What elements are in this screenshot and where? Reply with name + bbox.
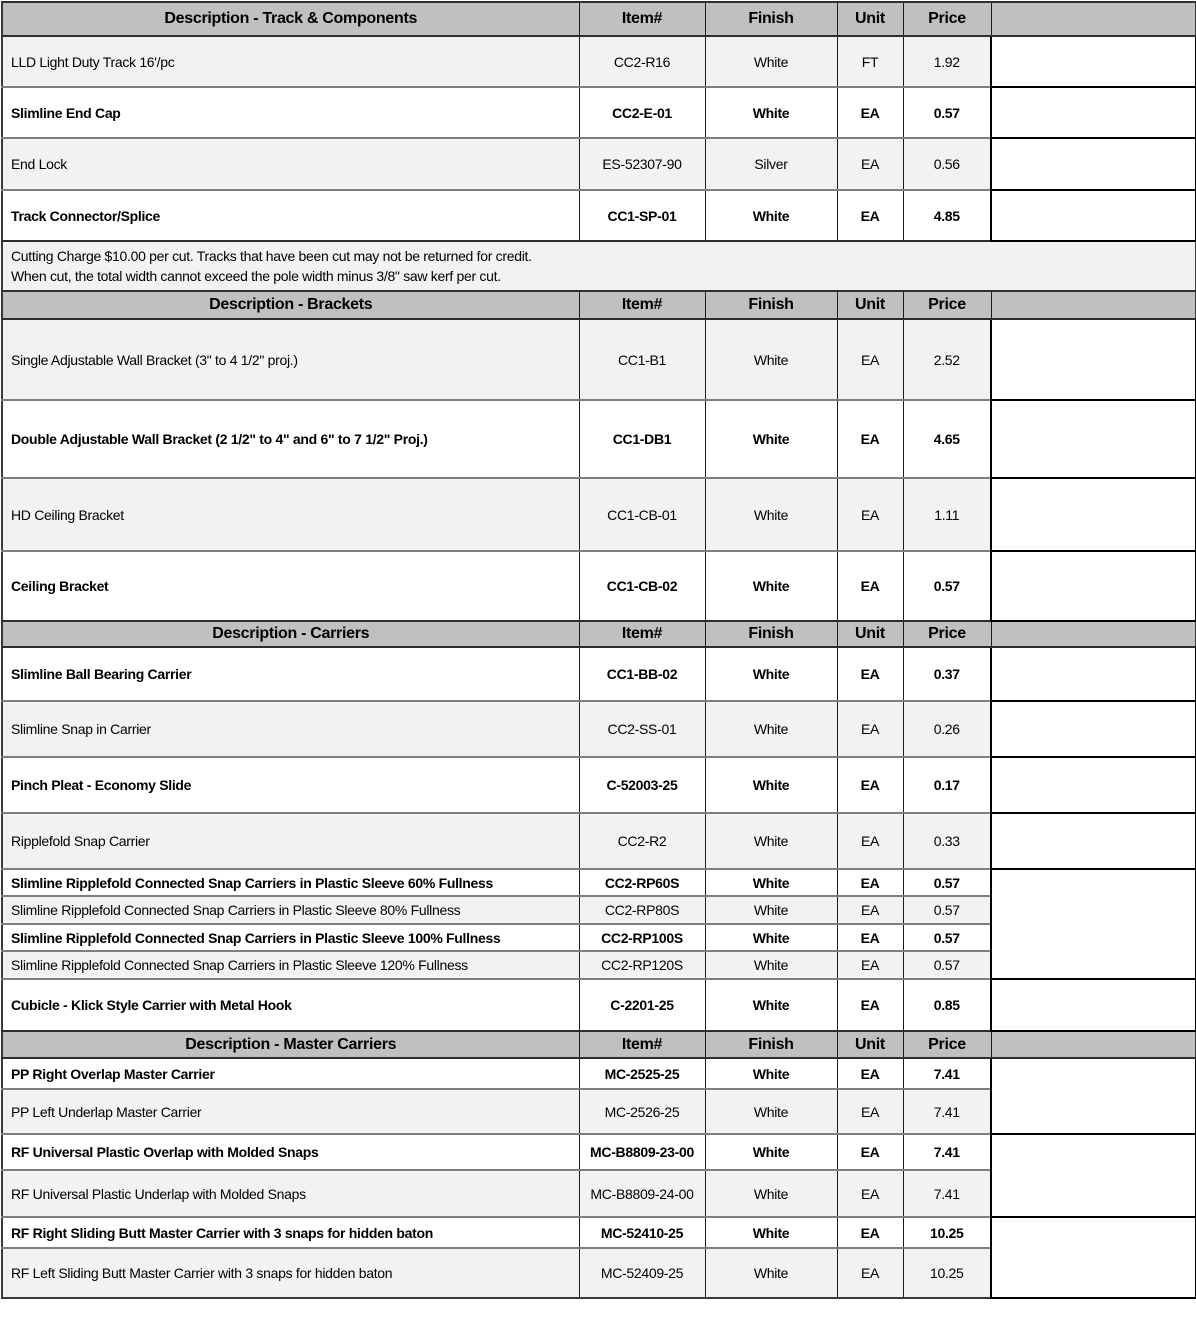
- row-unit: EA: [837, 319, 903, 400]
- row-finish: White: [705, 1248, 837, 1298]
- row-price: 0.57: [903, 87, 991, 138]
- row-item-number: CC1-SP-01: [579, 190, 705, 241]
- row-finish: White: [705, 36, 837, 87]
- table-row: [2, 701, 1196, 757]
- row-finish: White: [705, 1217, 837, 1248]
- note-line-1: Cutting Charge $10.00 per cut. Tracks that have been cut may not be returned for credit.: [11, 248, 532, 264]
- col-header-image: [991, 621, 1196, 647]
- row-item-number: CC2-R16: [579, 36, 705, 87]
- row-price: 0.56: [903, 138, 991, 190]
- row-item-number: MC-2525-25: [579, 1058, 705, 1089]
- row-price: 4.85: [903, 190, 991, 241]
- section-header-row: [2, 291, 1196, 319]
- row-description: PP Right Overlap Master Carrier: [2, 1058, 579, 1089]
- table-row: [2, 551, 1196, 621]
- row-item-number: CC1-CB-01: [579, 478, 705, 551]
- row-unit: EA: [837, 400, 903, 478]
- row-item-number: CC1-BB-02: [579, 647, 705, 701]
- row-price: 7.41: [903, 1170, 991, 1217]
- row-unit: EA: [837, 1217, 903, 1248]
- image-placeholder-cell: [991, 979, 1196, 1031]
- row-price: 2.52: [903, 319, 991, 400]
- row-description: RF Universal Plastic Underlap with Molded Snaps: [2, 1170, 579, 1217]
- row-price: 7.41: [903, 1134, 991, 1170]
- row-unit: EA: [837, 701, 903, 757]
- cutting-charge-note-row: [2, 241, 1196, 291]
- row-description: End Lock: [2, 138, 579, 190]
- row-item-number: CC2-RP120S: [579, 951, 705, 979]
- section-header-row: [2, 621, 1196, 647]
- row-unit: EA: [837, 924, 903, 951]
- row-unit: EA: [837, 190, 903, 241]
- row-unit: EA: [837, 647, 903, 701]
- table-row: [2, 757, 1196, 813]
- section-carriers: [2, 621, 1196, 1031]
- row-item-number: MC-B8809-24-00: [579, 1170, 705, 1217]
- row-finish: White: [705, 951, 837, 979]
- section-title: Description - Brackets: [2, 291, 579, 319]
- col-header-image: [991, 2, 1196, 36]
- col-header-finish: Finish: [705, 2, 837, 36]
- table-row: [2, 869, 1196, 896]
- section-track-components: [2, 2, 1196, 291]
- row-description: LLD Light Duty Track 16'/pc: [2, 36, 579, 87]
- image-placeholder-cell: [991, 319, 1196, 400]
- row-unit: EA: [837, 87, 903, 138]
- col-header-unit: Unit: [837, 2, 903, 36]
- row-price: 0.57: [903, 951, 991, 979]
- row-item-number: CC2-RP80S: [579, 896, 705, 924]
- row-description: Ripplefold Snap Carrier: [2, 813, 579, 869]
- row-item-number: MC-52410-25: [579, 1217, 705, 1248]
- col-header-image: [991, 291, 1196, 319]
- col-header-unit: Unit: [837, 291, 903, 319]
- col-header-finish: Finish: [705, 291, 837, 319]
- row-unit: EA: [837, 1089, 903, 1134]
- row-unit: EA: [837, 979, 903, 1031]
- image-placeholder-cell: [991, 478, 1196, 551]
- table-row: [2, 1217, 1196, 1248]
- row-item-number: ES-52307-90: [579, 138, 705, 190]
- row-finish: White: [705, 813, 837, 869]
- image-placeholder-cell: [991, 1058, 1196, 1134]
- row-item-number: CC2-SS-01: [579, 701, 705, 757]
- col-header-unit: Unit: [837, 1031, 903, 1058]
- row-finish: White: [705, 1089, 837, 1134]
- section-brackets: [2, 291, 1196, 621]
- row-unit: EA: [837, 551, 903, 621]
- image-placeholder-cell: [991, 869, 1196, 979]
- col-header-unit: Unit: [837, 621, 903, 647]
- row-finish: White: [705, 701, 837, 757]
- row-finish: White: [705, 896, 837, 924]
- row-price: 0.17: [903, 757, 991, 813]
- row-unit: EA: [837, 813, 903, 869]
- row-item-number: CC1-B1: [579, 319, 705, 400]
- row-unit: EA: [837, 869, 903, 896]
- row-finish: White: [705, 647, 837, 701]
- row-description: Track Connector/Splice: [2, 190, 579, 241]
- col-header-item: Item#: [579, 1031, 705, 1058]
- col-header-price: Price: [903, 291, 991, 319]
- image-placeholder-cell: [991, 701, 1196, 757]
- row-description: Slimline End Cap: [2, 87, 579, 138]
- price-list-table: [1, 1, 1196, 1299]
- table-row: [2, 36, 1196, 87]
- row-description: RF Universal Plastic Overlap with Molded Snaps: [2, 1134, 579, 1170]
- row-price: 0.57: [903, 896, 991, 924]
- row-finish: White: [705, 87, 837, 138]
- col-header-finish: Finish: [705, 621, 837, 647]
- table-row: [2, 138, 1196, 190]
- row-finish: White: [705, 1170, 837, 1217]
- col-header-price: Price: [903, 2, 991, 36]
- row-description: Slimline Ripplefold Connected Snap Carriers in Plastic Sleeve 100% Fullness: [2, 924, 579, 951]
- table-row: [2, 478, 1196, 551]
- col-header-item: Item#: [579, 2, 705, 36]
- row-finish: White: [705, 400, 837, 478]
- table-row: [2, 319, 1196, 400]
- table-row: [2, 190, 1196, 241]
- image-placeholder-cell: [991, 757, 1196, 813]
- row-finish: White: [705, 924, 837, 951]
- row-price: 0.57: [903, 869, 991, 896]
- row-price: 7.41: [903, 1058, 991, 1089]
- row-description: Slimline Ripplefold Connected Snap Carriers in Plastic Sleeve 80% Fullness: [2, 896, 579, 924]
- row-unit: EA: [837, 951, 903, 979]
- table-row: [2, 1134, 1196, 1170]
- row-price: 0.26: [903, 701, 991, 757]
- row-item-number: MC-52409-25: [579, 1248, 705, 1298]
- row-price: 4.65: [903, 400, 991, 478]
- image-placeholder-cell: [991, 190, 1196, 241]
- image-placeholder-cell: [991, 647, 1196, 701]
- row-item-number: MC-B8809-23-00: [579, 1134, 705, 1170]
- row-finish: White: [705, 1134, 837, 1170]
- row-description: Pinch Pleat - Economy Slide: [2, 757, 579, 813]
- row-description: Slimline Ball Bearing Carrier: [2, 647, 579, 701]
- col-header-item: Item#: [579, 291, 705, 319]
- row-description: PP Left Underlap Master Carrier: [2, 1089, 579, 1134]
- row-unit: FT: [837, 36, 903, 87]
- table-row: [2, 1058, 1196, 1089]
- row-unit: EA: [837, 1170, 903, 1217]
- row-item-number: CC1-CB-02: [579, 551, 705, 621]
- section-master-carriers: [2, 1031, 1196, 1298]
- row-item-number: C-52003-25: [579, 757, 705, 813]
- row-finish: White: [705, 190, 837, 241]
- table-row: [2, 647, 1196, 701]
- section-header-row: [2, 1031, 1196, 1058]
- col-header-price: Price: [903, 621, 991, 647]
- row-description: Slimline Ripplefold Connected Snap Carriers in Plastic Sleeve 60% Fullness: [2, 869, 579, 896]
- row-finish: White: [705, 979, 837, 1031]
- image-placeholder-cell: [991, 813, 1196, 869]
- row-finish: White: [705, 869, 837, 896]
- row-price: 10.25: [903, 1217, 991, 1248]
- row-unit: EA: [837, 1134, 903, 1170]
- image-placeholder-cell: [991, 1134, 1196, 1217]
- row-item-number: CC2-E-01: [579, 87, 705, 138]
- row-price: 1.92: [903, 36, 991, 87]
- row-finish: White: [705, 551, 837, 621]
- col-header-item: Item#: [579, 621, 705, 647]
- section-title: Description - Track & Components: [2, 2, 579, 36]
- image-placeholder-cell: [991, 36, 1196, 87]
- col-header-price: Price: [903, 1031, 991, 1058]
- image-placeholder-cell: [991, 87, 1196, 138]
- row-unit: EA: [837, 138, 903, 190]
- table-row: [2, 813, 1196, 869]
- row-item-number: MC-2526-25: [579, 1089, 705, 1134]
- note-line-2: When cut, the total width cannot exceed the pole width minus 3/8" saw kerf per cut.: [11, 268, 501, 284]
- row-price: 1.11: [903, 478, 991, 551]
- row-item-number: C-2201-25: [579, 979, 705, 1031]
- image-placeholder-cell: [991, 138, 1196, 190]
- row-price: 0.37: [903, 647, 991, 701]
- section-header-row: [2, 2, 1196, 36]
- row-description: RF Right Sliding Butt Master Carrier with 3 snaps for hidden baton: [2, 1217, 579, 1248]
- row-unit: EA: [837, 478, 903, 551]
- table-row: [2, 979, 1196, 1031]
- row-price: 10.25: [903, 1248, 991, 1298]
- row-price: 0.33: [903, 813, 991, 869]
- row-item-number: CC2-RP100S: [579, 924, 705, 951]
- col-header-image: [991, 1031, 1196, 1058]
- row-item-number: CC2-RP60S: [579, 869, 705, 896]
- row-item-number: CC1-DB1: [579, 400, 705, 478]
- row-unit: EA: [837, 1058, 903, 1089]
- section-title: Description - Carriers: [2, 621, 579, 647]
- row-price: 7.41: [903, 1089, 991, 1134]
- row-finish: Silver: [705, 138, 837, 190]
- col-header-finish: Finish: [705, 1031, 837, 1058]
- row-description: Double Adjustable Wall Bracket (2 1/2" to 4" and 6" to 7 1/2" Proj.): [2, 400, 579, 478]
- row-description: Slimline Ripplefold Connected Snap Carriers in Plastic Sleeve 120% Fullness: [2, 951, 579, 979]
- row-finish: White: [705, 1058, 837, 1089]
- row-item-number: CC2-R2: [579, 813, 705, 869]
- section-title: Description - Master Carriers: [2, 1031, 579, 1058]
- row-finish: White: [705, 757, 837, 813]
- row-description: Ceiling Bracket: [2, 551, 579, 621]
- table-row: [2, 87, 1196, 138]
- image-placeholder-cell: [991, 1217, 1196, 1298]
- row-price: 0.57: [903, 924, 991, 951]
- cutting-charge-note: [2, 241, 1196, 291]
- row-description: Single Adjustable Wall Bracket (3" to 4 1/2" proj.): [2, 319, 579, 400]
- image-placeholder-cell: [991, 400, 1196, 478]
- row-unit: EA: [837, 757, 903, 813]
- row-unit: EA: [837, 896, 903, 924]
- row-price: 0.85: [903, 979, 991, 1031]
- row-finish: White: [705, 478, 837, 551]
- image-placeholder-cell: [991, 551, 1196, 621]
- row-unit: EA: [837, 1248, 903, 1298]
- row-finish: White: [705, 319, 837, 400]
- row-description: Cubicle - Klick Style Carrier with Metal Hook: [2, 979, 579, 1031]
- table-row: [2, 400, 1196, 478]
- row-description: HD Ceiling Bracket: [2, 478, 579, 551]
- row-description: RF Left Sliding Butt Master Carrier with 3 snaps for hidden baton: [2, 1248, 579, 1298]
- row-price: 0.57: [903, 551, 991, 621]
- row-description: Slimline Snap in Carrier: [2, 701, 579, 757]
